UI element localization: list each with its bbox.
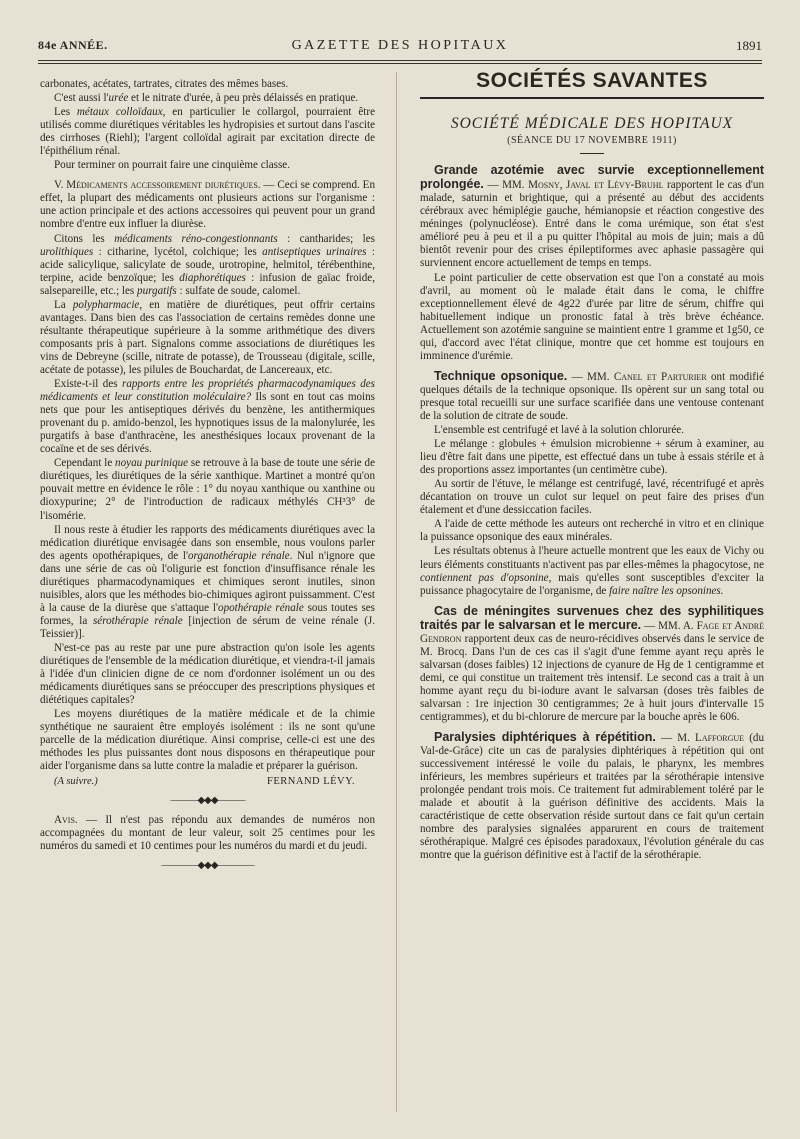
header-rule-top xyxy=(38,60,762,61)
article-title: Technique opsonique. xyxy=(434,368,568,383)
paragraph: Le point particulier de cette observation est que l'on a constaté au mois d'avril, au moment où le malade était dans le coma, le chiffre exceptionnellement élevé de 4g22 d'urée par litre de sérum, chiffre qui habituellement indique un pronostic fatal à très brève échéance. Actuellement son azotémie sanguine se maintient entre 1 gramme et 1g50, ce qui, d'accord avec l'état clinique, montre que cet homme est toujours en imminence d'urémie. xyxy=(420,271,764,362)
notice-paragraph: Avis. — Il n'est pas répondu aux demandes de numéros non accompagnées du montant de leur valeur, soit 25 centimes pour les numéros du samedi et 10 centimes pour les numéros du mardi et du jeudi. xyxy=(40,813,375,852)
paragraph: Il nous reste à étudier les rapports des médicaments diurétiques avec la médication diurétique envisagée dans son ensemble, nous voulons parler des agents opothérapiques, de l'organothérapie rénale. Nul n'ignore que dans une série de cas où l'oligurie est fonction d'insuffisance rénale les diurétiques pharmacodynamiques et chimiques seront inutiles, sinon nuisibles, alors que les méthodes bio-chimiques agiront puissamment. C'est à la cause de la diurèse que s'attaque l'opothérapie rénale sous toutes ses formes, la sérothérapie rénale [injection de sérum de veine rénale (J. Teissier)]. xyxy=(40,523,376,640)
paragraph: C'est aussi l'urée et le nitrate d'urée, à peu près délaissés en pratique. xyxy=(54,92,359,105)
section-heading-paragraph: V. Médicaments accessoirement diurétiques. — Ceci se comprend. En effet, la plupart des médicaments ont plusieurs actions sur l'organisme : une action principale et des actions accessoires qui peuvent pour un grand nombre d'entre eux influer la diurèse. xyxy=(40,179,375,231)
paragraph: Les moyens diurétiques de la matière médicale et de la chimie synthétique ne sauraient être employés isolément : ils ne sont qu'une parcelle de la médication diurétique. Ainsi comprise, celle-ci est une des méthodes les plus puissantes dont nous disposons en thérapeutique pour aider l'organisme dans sa lutte contre la maladie et préparer la guérison. xyxy=(40,708,375,773)
session-date: (SÉANCE DU 17 NOVEMBRE 1911) xyxy=(507,135,677,147)
article-paragraph: Grande azotémie avec survie exceptionnellement prolongée. — MM. Mosny, Javal et Lévy-Bruhl rapportent le cas d'un malade, saturnin et brightique, qui a présenté au début des accidents cérébraux avec hémiplégie gauche, hémianopsie et réaction congestive des méninges (polynucléose). Entré dans le coma urémique, son état s'est amélioré peu à peu et il a pu quitter l'hôpital au mois de juin; mais a dû bientôt revenir pour des crises épileptiformes avec aphasie passagère qui surviennent encore actuellement de temps en temps. xyxy=(420,163,764,270)
paragraph: Cependant le noyau purinique se retrouve à la base de toute une série de diurétiques, les diurétiques de la série xanthique. Martinet a montré qu'on pouvait mettre en évidence le rôle : 1° du noyau xanthique ou xanthine ou dioxypurine; 2° de l'introduction de radicaux méthylés CH³3° de l'isomérie. xyxy=(40,457,375,522)
society-name: SOCIÉTÉ MÉDICALE DES HOPITAUX xyxy=(450,115,734,133)
ornament-divider: ———◆◆◆——— xyxy=(170,795,245,807)
edition-label: 84e ANNÉE. xyxy=(38,38,108,52)
paragraph: Le mélange : globules + émulsion microbienne + sérum à examiner, au lieu d'être fait dans une pipette, est effectué dans un tube à essais stérile et à des proportions assez importantes (un centimètre cube). xyxy=(420,438,764,477)
paragraph: N'est-ce pas au reste par une pure abstraction qu'on isole les agents diurétiques de l'ensemble de la médication diurétique, et viendra-t-il jamais à l'idée d'un clinicien digne de ce nom d'ordonner isolément un ou des médicaments diurétiques sans se préoccuper des prescriptions physiques et diététiques capitales? xyxy=(40,641,375,707)
article-title: Grande azotémie avec survie exceptionnellement prolongée. xyxy=(420,163,764,192)
ornament-divider: ————◆◆◆———— xyxy=(161,859,254,871)
paragraph: carbonates, acétates, tartrates, citrates des mêmes bases. xyxy=(40,78,289,90)
section-rule xyxy=(420,97,764,99)
paragraph: Les résultats obtenus à l'heure actuelle montrent que les eaux de Vichy ou leurs éléments constituants n'activent pas par elles-mêmes la phagocytose, ne contiennent pas d'opsonine, mais qu'elles sont susceptibles d'exciter la puissance phagocytaire de l'organisme, de faire naître les opsonines. xyxy=(420,545,764,597)
paragraph: Les métaux colloïdaux, en particulier le collargol, pourraient être utilisés comme diurétiques véritables les hydropisies et surtout dans l'ascite des cirrhoses (Riehl); l'argent colloïdal agirait par excitation directe de l'épithélium rénal. xyxy=(40,106,375,158)
column-divider xyxy=(396,72,397,1112)
article-paragraph: Paralysies diphtériques à répétition. — M. Lafforgue (du Val-de-Grâce) cite un cas de paralysies diphtériques à répétition qui ont successivement intéressé le voile du palais, le pharynx, les membres inférieurs, les membres supérieurs et traitées par la sérothérapie intensive prolongée pendant trois mois. Ce traitement fut admirablement toléré par le malade et aboutit à la guérison définitive des accidents. Mais la caractéristique de cette observation réside surtout dans ce fait qu'un certain nombre des paralysies signalées apparurent en cours de traitement sérothérapique. Malgré ces épisodes paradoxaux, l'évolution générale du cas montre que la guérison définitive est à l'actif de la sérothérapie. xyxy=(420,730,765,862)
paragraph: L'ensemble est centrifugé et lavé à la solution chlorurée. xyxy=(434,424,684,437)
page-header xyxy=(38,38,762,60)
paragraph: Citons les médicaments réno-congestionnants : cantharides; les urolithiques : citharine, lycétol, colchique; les antiseptiques urinaires : acide salicylique, salicylate de soude, urotropine, helmitol, térébenthine, terpine, acide benzoïque; les diaphorétiques : infusion de gaïac froide, salsepareille, etc.; les purgatifs : sulfate de soude, calomel. xyxy=(40,232,376,297)
paragraph: La polypharmacie, en matière de diurétiques, peut offrir certains avantages. Dans bien des cas l'association de certains remèdes donne une résultante thérapeutique supérieure à la somme arithmétique des divers composants pris à part. Signalons comme associations de diurétiques les vins de Debreyne (scille, nitrate de potasse), de Trousseau (digitale, scille, acétate de potasse), les pilules de Bouchardat, de Lancereaux, etc. xyxy=(40,298,375,376)
left-column xyxy=(40,78,375,878)
paragraph: Existe-t-il des rapports entre les propriétés pharmacodynamiques des médicaments et leur constitution moléculaire? Ils sont en tout cas moins nets que pour les antiseptiques dérivés du benzène, les antithermiques provenant du p. amido-benzol, les hypnotiques issus de la malonylurée, les purgatifs à base d'anthracène, les anesthésiques locaux provenant de la cocaïne et de ses dérivés. xyxy=(40,378,375,456)
paragraph: Pour terminer on pourrait faire une cinquième classe. xyxy=(54,159,290,172)
article-title: Cas de méningites survenues chez des syphilitiques traités par le salvarsan et le mercure. xyxy=(420,603,764,632)
paragraph: A l'aide de cette méthode les auteurs ont recherché in vitro et en clinique la puissance opsonique des eaux minérales. xyxy=(420,518,764,544)
article-signature xyxy=(40,775,375,788)
article-author: FERNAND LÉVY. xyxy=(267,776,355,788)
header-rule-bottom xyxy=(38,63,762,64)
article-title: Paralysies diphtériques à répétition. xyxy=(434,730,656,745)
article-paragraph: Cas de méningites survenues chez des syphilitiques traités par le salvarsan et le mercure. — MM. A. Fage et André Gendron rapportent deux cas de neuro-récidives observés dans le service de M. Brocq. Dans l'un de ces cas il s'agit d'une femme ayant reçu après le salvarsan (doses faibles) 12 injections de cyanure de Hg de 1 centigramme et demi, ce qui constitue un traitement très intensif. Le second cas a trait à un homme ayant reçu du bi-iodure avant le salvarsan (doses très faibles de salvarsan : 1re injection 30 centigrammes; 2e à huit jours d'intervalle 15 centigrammes), et du bi-chlorure de mercure par la bouche après le 606. xyxy=(420,603,764,724)
paragraph: Au sortir de l'étuve, le mélange est centrifugé, lavé, récentrifugé et après décantation on trouve un culot sur lequel on peut faire des prises d'un étalement et d'une dessiccation faciles. xyxy=(420,478,764,517)
continued-note: (A suivre.) xyxy=(54,776,98,788)
section-title: SOCIÉTÉS SAVANTES xyxy=(476,69,708,92)
right-column xyxy=(420,69,765,864)
short-rule xyxy=(580,153,604,154)
page-number: 1891 xyxy=(736,38,762,53)
journal-title: GAZETTE DES HOPITAUX xyxy=(291,38,509,53)
article-paragraph: Technique opsonique. — MM. Canel et Parturier ont modifié quelques détails de la technique opsonique. Ils opèrent sur un sang total ou presque total recueilli sur une surface scarifiée dans une ventouse contenant de la solution de citrate de soude. xyxy=(420,368,764,422)
